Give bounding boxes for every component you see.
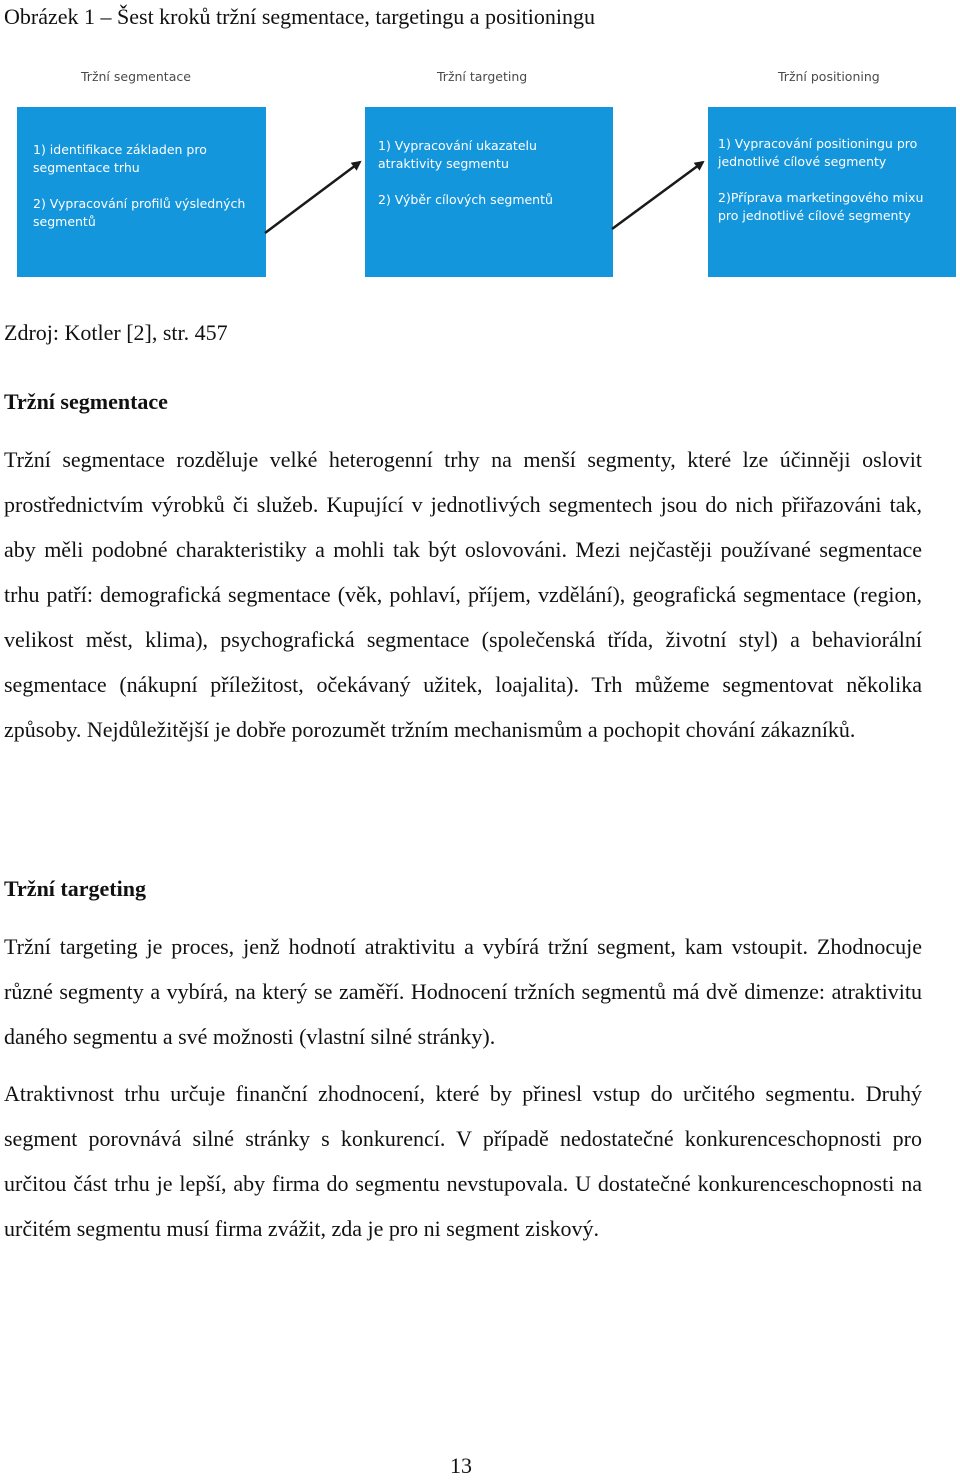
figure-caption: Obrázek 1 – Šest kroků tržní segmentace, targetingu a positioningu (4, 4, 596, 29)
segmentation-diagram (0, 0, 960, 300)
flow-arrows (0, 0, 960, 300)
section-heading-segmentace: Tržní segmentace (4, 389, 168, 414)
figure-source: Zdroj: Kotler [2], str. 457 (4, 320, 228, 345)
step-text: 1) Vypracování ukazatelu atraktivity segmentu (378, 138, 537, 171)
column-title-segmentace: Tržní segmentace (81, 69, 191, 84)
page-number: 13 (450, 1453, 472, 1478)
arrow-icon (612, 162, 703, 229)
paragraph-targeting-2: Atraktivnost trhu určuje finanční zhodnocení, které by přinesl vstup do určitého segmentu. Druhý segment porovnává silné stránky s konkurencí. V případě nedostatečné konkurenceschopnosti pro určitou část trhu je lepší, aby firma do segmentu nevstupovala. U dostatečné konkurenceschopnosti na určitém segmentu musí firma zvážit, zda je pro ni segment ziskový. (4, 1081, 922, 1241)
column-title-positioning: Tržní positioning (778, 69, 880, 84)
section-heading-targeting: Tržní targeting (4, 876, 146, 901)
column-title-targeting: Tržní targeting (437, 69, 528, 84)
step-text: 1) identifikace základen pro segmentace trhu (33, 142, 207, 175)
step-text: 2) Vypracování profilů výsledných segmentů (33, 196, 246, 229)
arrow-icon (265, 162, 360, 233)
step-text: 2)Příprava marketingového mixu pro jednotlivé cílové segmenty (718, 190, 924, 223)
paragraph-segmentace: Tržní segmentace rozděluje velké heterogenní trhy na menší segmenty, které lze účinněji oslovit prostřednictvím výrobků či služeb. Kupující v jednotlivých segmentech jsou do nich přiřazováni tak, aby měli podobné charakteristiky a mohli tak být oslovováni. Mezi nejčastěji používané segmentace trhu patří: demografická segmentace (věk, pohlaví, příjem, vzdělání), geografická segmentace (region, velikost měst, klima), psychografická segmentace (společenská třída, životní styl) a behaviorální segmentace (nákupní příležitost, očekávaný užitek, loajalita). Trh můžeme segmentovat několika způsoby. Nejdůležitější je dobře porozumět tržním mechanismům a pochopit chování zákazníků. (4, 447, 922, 742)
step-text: 1) Vypracování positioningu pro jednotlivé cílové segmenty (718, 136, 918, 169)
paragraph-targeting-1: Tržní targeting je proces, jenž hodnotí atraktivitu a vybírá tržní segment, kam vstoupit. Zhodnocuje různé segmenty a vybírá, na který se zaměří. Hodnocení tržních segmentů má dvě dimenze: atraktivitu daného segmentu a své možnosti (vlastní silné stránky). (4, 934, 922, 1049)
step-text: 2) Výběr cílových segmentů (378, 192, 553, 207)
